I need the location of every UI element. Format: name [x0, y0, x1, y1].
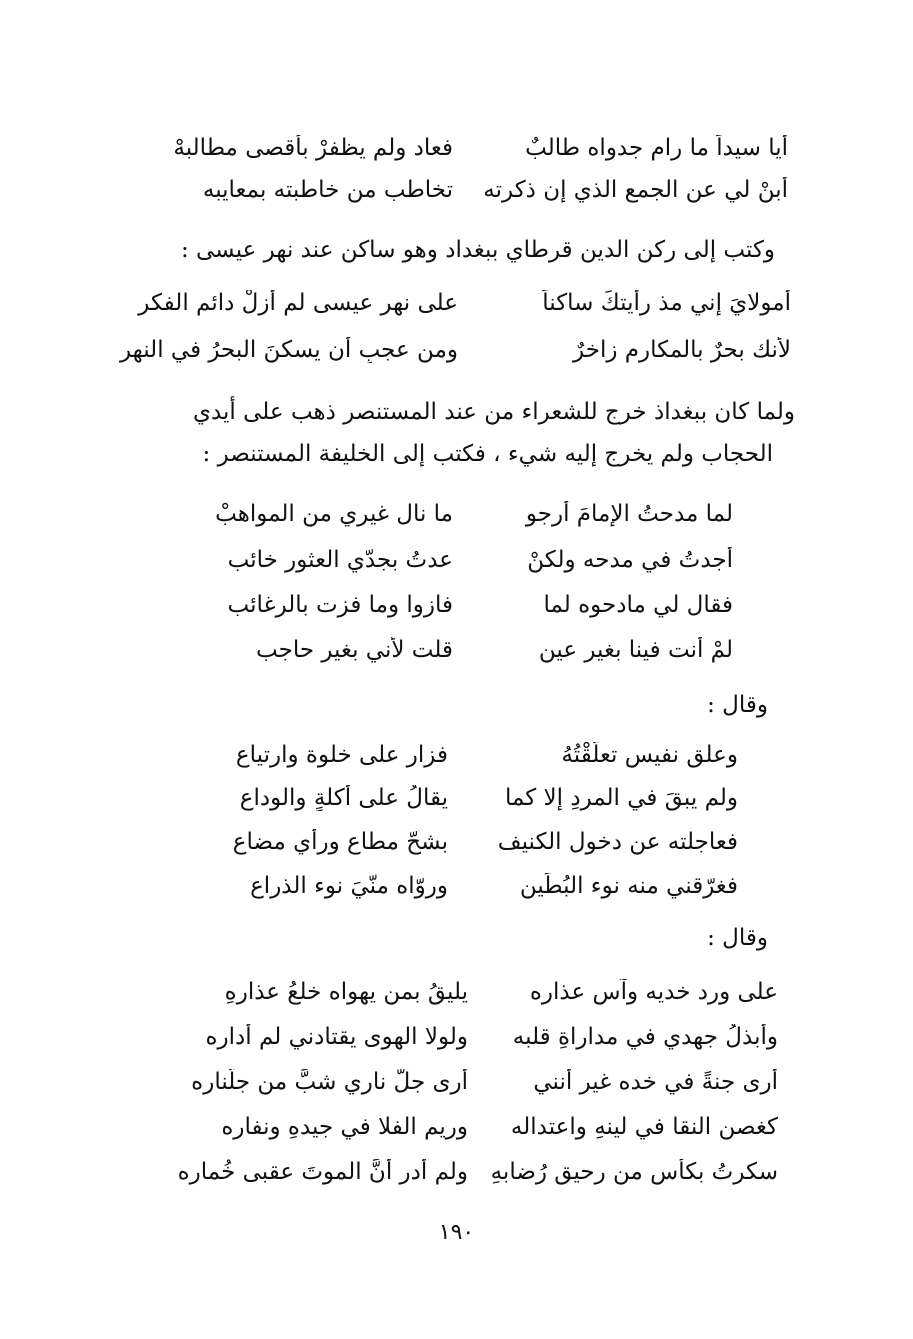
- verse-first-hemistich: سكرتُ بكأسٍ من رحيق رُضابهِ: [490, 1159, 778, 1185]
- verse-first-hemistich: فقال لي مادحوه لما: [543, 592, 733, 618]
- verse-line: [173, 540, 733, 580]
- verse-line: [160, 1152, 778, 1192]
- verse-first-hemistich: أجدتُ في مدحه ولكنْ: [527, 547, 733, 573]
- verse-second-hemistich: بشحّ مطاع ورأيٍ مضاع: [232, 829, 448, 855]
- verse-second-hemistich: ولولا الهوى يقتادني لم أداره: [205, 1024, 468, 1050]
- said-heading: وقال :: [707, 925, 768, 951]
- said-heading: وقال :: [707, 692, 768, 718]
- verse-first-hemistich: أرى جنةً في خده غير أنني: [533, 1069, 778, 1095]
- verse-line: [163, 778, 738, 818]
- verse-first-hemistich: وعلقٍ نفيسٍ تعلّقْتُهُ: [561, 742, 738, 768]
- verse-line: [118, 128, 788, 168]
- verse-line: [163, 822, 738, 862]
- verse-second-hemistich: قلت لأني بغير حاجب: [256, 637, 453, 663]
- verse-first-hemistich: ولم يبقَ في المردِ إلا كما: [504, 785, 738, 811]
- verse-second-hemistich: تخاطب من خاطبته بمعايبه: [202, 177, 453, 203]
- verse-first-hemistich: على ورد خديه وآسِ عذاره: [529, 979, 778, 1005]
- verse-line: [173, 494, 733, 534]
- verse-second-hemistich: ولم أدرِ أنَّ الموتَ عقبى خُماره: [177, 1159, 468, 1185]
- verse-line: [163, 866, 738, 906]
- verse-first-hemistich: أمولايَ إني مذ رأيتكَ ساكناً: [542, 290, 791, 316]
- verse-second-hemistich: فازوا وما فزت بالرغائب: [227, 592, 453, 618]
- verse-line: [173, 585, 733, 625]
- verse-line: [118, 330, 791, 370]
- verse-first-hemistich: أبنْ لي عن الجمع الذي إن ذكرته: [483, 177, 788, 203]
- verse-second-hemistich: يقالُ على أكلةٍ والوداع: [239, 785, 448, 811]
- verse-second-hemistich: وروّاه منّيَ نوء الذراع: [250, 873, 448, 899]
- verse-first-hemistich: لأنك بحرٌ بالمكارم زاخرٌ: [573, 337, 791, 363]
- verse-first-hemistich: فغرّقني منه نوء البُطَينِ: [519, 873, 738, 899]
- prose-paragraph-line: ولما كان ببغداذ خرج للشعراء من عند المستنصر ذهب على أيدي: [192, 399, 795, 425]
- prose-paragraph: وكتب إلى ركن الدين قرطاي ببغداد وهو ساكن عند نهر عيسى :: [180, 237, 775, 263]
- verse-second-hemistich: فزار على خلوة وارتياعِ: [235, 742, 448, 768]
- page-number: ١٩٠: [438, 1220, 475, 1245]
- verse-first-hemistich: لمْ أنت فينا بغير عينٍ: [538, 637, 733, 663]
- verse-line: [118, 283, 791, 323]
- verse-first-hemistich: فعاجلته عن دخول الكنيف: [497, 829, 738, 855]
- verse-line: [160, 1017, 778, 1057]
- verse-second-hemistich: على نهر عيسى لم أزلْ دائم الفكرِ: [138, 290, 458, 316]
- verse-first-hemistich: كغصنِ النقا في لينهِ واعتداله: [510, 1114, 778, 1140]
- verse-line: [160, 1107, 778, 1147]
- verse-first-hemistich: أيا سيداً ما رام جدواه طالبٌ: [525, 135, 788, 161]
- verse-first-hemistich: وأبذلُ جهدي في مداراةِ قلبه: [512, 1024, 778, 1050]
- prose-paragraph-line: الحجاب ولم يخرج إليه شيء ، فكتب إلى الخليفة المستنصر :: [202, 441, 773, 467]
- verse-second-hemistich: وريم الفلا في جيدهِ ونفاره: [221, 1114, 468, 1140]
- verse-line: [160, 1062, 778, 1102]
- verse-second-hemistich: ومن عجبٍ أن يسكنَ البحرُ في النهر: [119, 337, 458, 363]
- verse-line: [118, 170, 788, 210]
- verse-first-hemistich: لما مدحتُ الإمامَ أرجو: [525, 501, 733, 527]
- verse-second-hemistich: أرى جلَّ ناري شبَّ من جلّناره: [191, 1069, 468, 1095]
- verse-second-hemistich: فعاد ولم يظفرْ بأقصى مطالبهْ: [173, 135, 453, 161]
- verse-second-hemistich: يليقُ بمن يهواه خلعُ عذارهِ: [224, 979, 468, 1005]
- verse-second-hemistich: عدتُ بجدّي العثور خائب: [227, 547, 453, 573]
- verse-line: [163, 735, 738, 775]
- verse-second-hemistich: ما نال غيري من المواهبْ: [215, 501, 453, 527]
- verse-line: [160, 972, 778, 1012]
- verse-line: [173, 630, 733, 670]
